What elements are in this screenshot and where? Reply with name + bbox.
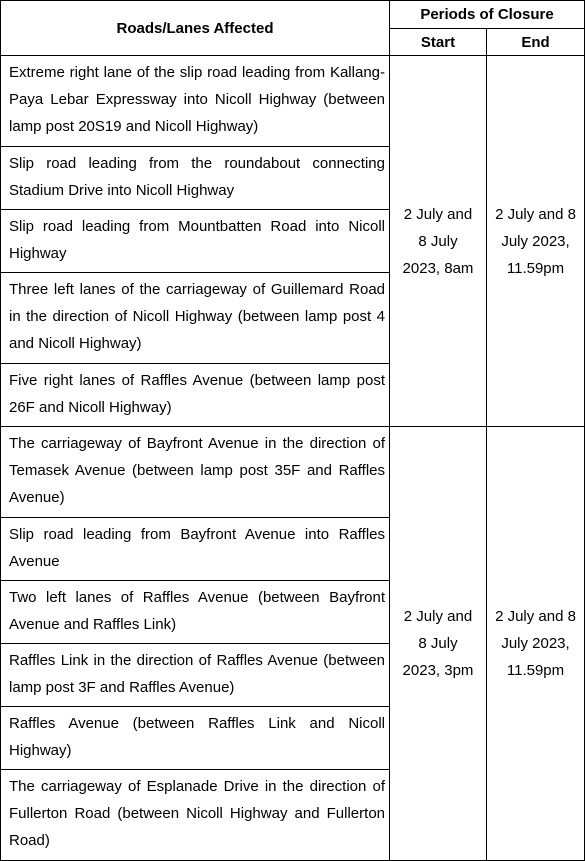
road-cell: Raffles Link in the direction of Raffles Avenue (between lamp post 3F and Raffles Avenue) <box>1 644 390 707</box>
start-time-cell: 2 July and 8 July 2023, 3pm <box>390 427 487 861</box>
road-cell: Two left lanes of Raffles Avenue (between Bayfront Avenue and Raffles Link) <box>1 581 390 644</box>
header-periods: Periods of Closure <box>390 1 585 29</box>
road-cell: Raffles Avenue (between Raffles Link and Nicoll Highway) <box>1 707 390 770</box>
start-time-cell: 2 July and 8 July 2023, 8am <box>390 56 487 427</box>
road-cell: The carriageway of Esplanade Drive in the direction of Fullerton Road (between Nicoll Highway and Fullerton Road) <box>1 770 390 861</box>
header-start: Start <box>390 29 487 56</box>
road-cell: Slip road leading from Bayfront Avenue into Raffles Avenue <box>1 518 390 581</box>
road-cell: The carriageway of Bayfront Avenue in the direction of Temasek Avenue (between lamp post 35F and Raffles Avenue) <box>1 427 390 518</box>
end-time-cell: 2 July and 8 July 2023, 11.59pm <box>487 56 585 427</box>
road-cell: Slip road leading from the roundabout connecting Stadium Drive into Nicoll Highway <box>1 147 390 210</box>
header-end: End <box>487 29 585 56</box>
end-time-cell: 2 July and 8 July 2023, 11.59pm <box>487 427 585 861</box>
road-cell: Extreme right lane of the slip road leading from Kallang-Paya Lebar Expressway into Nicoll Highway (between lamp post 20S19 and Nicoll Highway) <box>1 56 390 147</box>
road-cell: Five right lanes of Raffles Avenue (between lamp post 26F and Nicoll Highway) <box>1 364 390 427</box>
header-roads: Roads/Lanes Affected <box>1 1 390 56</box>
table-row <box>1 427 585 518</box>
road-cell: Three left lanes of the carriageway of Guillemard Road in the direction of Nicoll Highway (between lamp post 4 and Nicoll Highway) <box>1 273 390 364</box>
road-cell: Slip road leading from Mountbatten Road into Nicoll Highway <box>1 210 390 273</box>
table-row <box>1 56 585 147</box>
